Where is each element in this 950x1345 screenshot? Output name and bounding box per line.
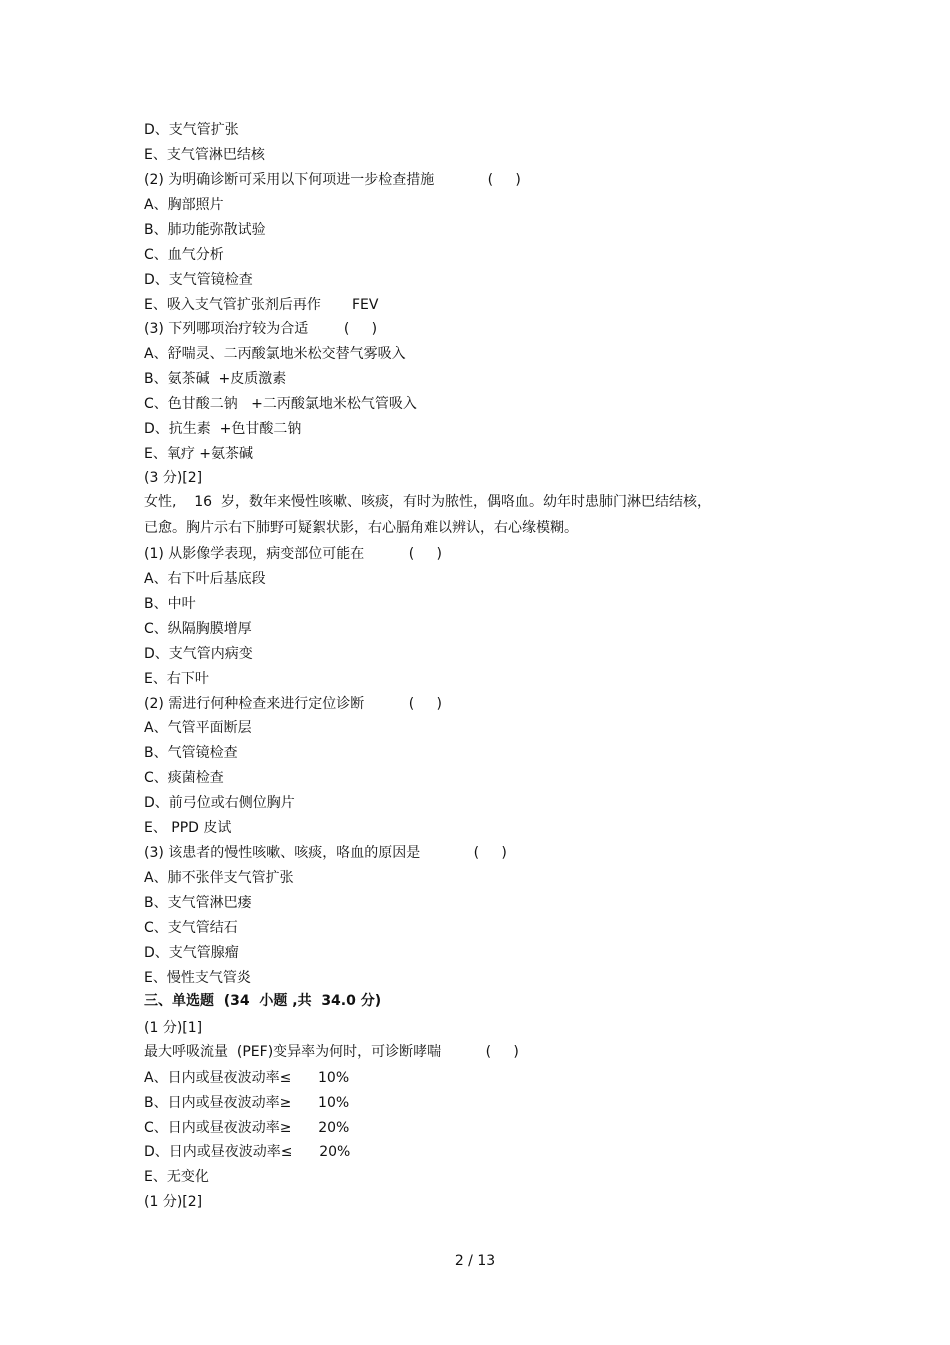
option-c: C、纵隔胸膜增厚 [144, 621, 252, 637]
option-a: A、肺不张伴支气管扩张 [144, 870, 294, 886]
option-d: D、抗生素 +色甘酸二钠 [144, 421, 302, 437]
option-a: A、胸部照片 [144, 197, 224, 213]
option-b: B、氨茶碱 +皮质激素 [144, 371, 287, 387]
option-b: B、肺功能弥散试验 [144, 222, 266, 238]
score-label: (1 分)[1] [144, 1020, 203, 1036]
option-d-bronchiectasis: D、支气管扩张 [144, 122, 239, 138]
section-heading: 三、单选题 (34 小题 ,共 34.0 分) [144, 993, 382, 1009]
option-c: C、血气分析 [144, 247, 224, 263]
question-2-localization: (2) 需进行何种检查来进行定位诊断 ( ) [144, 696, 442, 712]
option-e-bronchial-lymph-tb: E、支气管淋巴结核 [144, 147, 265, 163]
option-e: E、慢性支气管炎 [144, 970, 251, 986]
question-1-location: (1) 从影像学表现，病变部位可能在 ( ) [144, 546, 442, 562]
option-d: D、日内或昼夜波动率≤ 20% [144, 1144, 351, 1160]
option-d: D、支气管镜检查 [144, 272, 253, 288]
option-d: D、前弓位或右侧位胸片 [144, 795, 295, 811]
question-2-diagnosis: (2) 为明确诊断可采用以下何项进一步检查措施 ( ) [144, 172, 521, 188]
option-b: B、支气管淋巴瘘 [144, 895, 252, 911]
option-e: E、氧疗 +氨茶碱 [144, 446, 254, 462]
case-description-line-1: 女性, 16 岁，数年来慢性咳嗽、咳痰，有时为脓性，偶咯血。幼年时患肺门淋巴结结核， [144, 494, 711, 510]
question-3-cause: (3) 该患者的慢性咳嗽、咳痰，咯血的原因是 ( ) [144, 845, 507, 861]
option-e: E、无变化 [144, 1169, 209, 1185]
page-number: 2 / 13 [454, 1253, 496, 1269]
score-label: (3 分)[2] [144, 470, 203, 486]
option-b: B、气管镜检查 [144, 745, 238, 761]
option-b: B、中叶 [144, 596, 196, 612]
option-c: C、痰菌检查 [144, 770, 224, 786]
option-a: A、舒喘灵、二丙酸氯地米松交替气雾吸入 [144, 346, 406, 362]
option-e: E、右下叶 [144, 671, 209, 687]
option-b: B、日内或昼夜波动率≥ 10% [144, 1095, 350, 1111]
option-c: C、支气管结石 [144, 920, 238, 936]
question-pef: 最大呼吸流量 (PEF)变异率为何时，可诊断哮喘 ( ) [144, 1044, 519, 1060]
option-c: C、色甘酸二钠 +二丙酸氯地米松气管吸入 [144, 396, 417, 412]
option-a: A、日内或昼夜波动率≤ 10% [144, 1070, 350, 1086]
option-e: E、吸入支气管扩张剂后再作 FEV [144, 297, 379, 313]
case-description-line-2: 已愈。胸片示右下肺野可疑絮状影，右心膈角难以辨认，右心缘模糊。 [144, 520, 578, 536]
option-c: C、日内或昼夜波动率≥ 20% [144, 1120, 350, 1136]
option-e: E、 PPD 皮试 [144, 820, 232, 836]
option-a: A、气管平面断层 [144, 720, 252, 736]
score-label: (1 分)[2] [144, 1194, 203, 1210]
option-a: A、右下叶后基底段 [144, 571, 266, 587]
option-d: D、支气管内病变 [144, 646, 253, 662]
option-d: D、支气管腺瘤 [144, 945, 239, 961]
question-3-treatment: (3) 下列哪项治疗较为合适 ( ) [144, 321, 378, 337]
